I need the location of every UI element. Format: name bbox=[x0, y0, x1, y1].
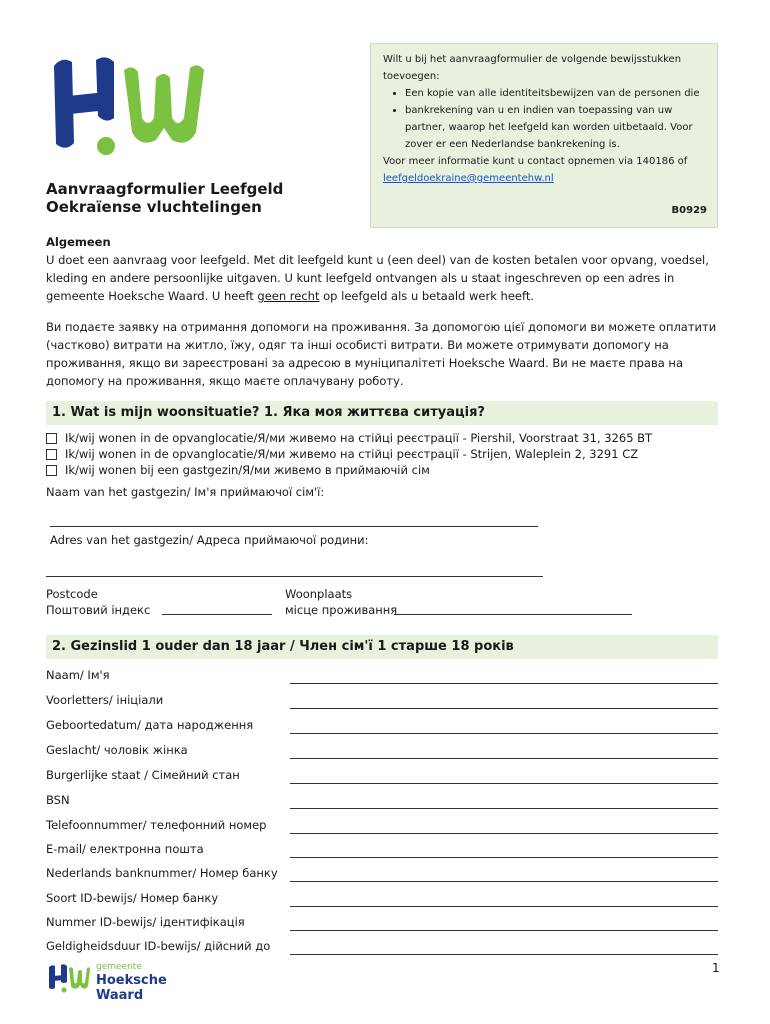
info-item: • bankrekening van u en indien van toepassing van uw partner, waarop het leefgeld kan worden uitbetaald. Voor zover er een Nederlandse bankrekening is. bbox=[405, 102, 705, 153]
living-option-host-family[interactable] bbox=[46, 462, 430, 478]
info-item: • Een kopie van alle identiteitsbewijzen van de personen die bbox=[405, 85, 705, 102]
living-option-piershil[interactable] bbox=[46, 430, 652, 446]
place-label-uk: місце проживання bbox=[285, 603, 398, 617]
hw-logo bbox=[44, 48, 214, 163]
field-line[interactable] bbox=[290, 808, 718, 809]
attachments-info-box bbox=[370, 43, 718, 228]
postcode-label-uk: Поштовий індекс bbox=[46, 603, 151, 617]
page-title bbox=[46, 180, 336, 216]
footer-org-small: gemeente bbox=[96, 962, 142, 972]
general-text-nl-part2: op leefgeld als u betaald werk heeft. bbox=[319, 289, 534, 303]
field-bank-number[interactable] bbox=[46, 860, 718, 884]
field-label: Nummer ID-bewijs/ ідентифікація bbox=[46, 915, 245, 929]
field-gender[interactable] bbox=[46, 737, 718, 761]
host-address-label: Adres van het gastgezin/ Адреса приймаючої родини: bbox=[50, 533, 369, 547]
field-line[interactable] bbox=[290, 758, 718, 759]
field-line[interactable] bbox=[290, 708, 718, 709]
option-label: Ik/wij wonen in de opvanglocatie/Я/ми живемо на стійці реєстрації - Piershil, Voorstraat 31, 3265 BT bbox=[65, 431, 653, 445]
field-label: Naam/ Ім'я bbox=[46, 668, 110, 682]
field-line[interactable] bbox=[290, 906, 718, 907]
option-label: Ik/wij wonen bij een gastgezin/Я/ми живемо в приймаючій сім bbox=[65, 463, 430, 477]
field-label: E-mail/ електронна пошта bbox=[46, 842, 204, 856]
general-section bbox=[46, 233, 726, 305]
host-name-line[interactable] bbox=[50, 526, 538, 527]
field-label: Geboortedatum/ дата народження bbox=[46, 718, 254, 732]
field-label: BSN bbox=[46, 793, 70, 807]
place-label: Woonplaats bbox=[285, 587, 353, 601]
postcode-label: Postcode bbox=[46, 587, 98, 601]
checkbox[interactable] bbox=[46, 465, 57, 476]
field-label: Voorletters/ ініціали bbox=[46, 693, 164, 707]
info-list bbox=[383, 85, 705, 153]
form-code: B0929 bbox=[671, 205, 707, 216]
field-line[interactable] bbox=[290, 930, 718, 931]
field-initials[interactable] bbox=[46, 687, 718, 711]
section-2-header: 2. Gezinslid 1 ouder dan 18 jaar / Член сім'ї 1 старше 18 років bbox=[46, 635, 718, 659]
postcode-line[interactable] bbox=[162, 614, 272, 615]
option-label: Ik/wij wonen in de opvanglocatie/Я/ми живемо на стійці реєстрації - Strijen, Waleplein 2, 3291 CZ bbox=[65, 447, 639, 461]
field-line[interactable] bbox=[290, 857, 718, 858]
general-text-nl-underlined: geen recht bbox=[257, 289, 320, 303]
field-label: Geslacht/ чоловік жінка bbox=[46, 743, 188, 757]
host-address-line[interactable] bbox=[46, 576, 543, 577]
field-label: Burgerlijke staat / Сімейний стан bbox=[46, 768, 240, 782]
field-marital-status[interactable] bbox=[46, 762, 718, 786]
field-label: Geldigheidsduur ID-bewijs/ дійсний до bbox=[46, 939, 271, 953]
field-line[interactable] bbox=[290, 683, 718, 684]
field-id-type[interactable] bbox=[46, 885, 718, 909]
info-intro: Wilt u bij het aanvraagformulier de volgende bewijsstukken toevoegen: bbox=[383, 54, 682, 82]
section-1-header: 1. Wat is mijn woonsituatie? 1. Яка моя життєва ситуація? bbox=[46, 401, 718, 425]
field-birthdate[interactable] bbox=[46, 712, 718, 736]
title-line-1: Aanvraagformulier Leefgeld bbox=[46, 180, 284, 198]
info-contact: Voor meer informatie kunt u contact opnemen via 140186 of bbox=[383, 156, 688, 167]
footer-logo-mark-icon bbox=[46, 962, 90, 994]
field-line[interactable] bbox=[290, 954, 718, 955]
checkbox[interactable] bbox=[46, 433, 57, 444]
field-label: Telefoonnummer/ телефонний номер bbox=[46, 818, 267, 832]
field-phone[interactable] bbox=[46, 812, 718, 836]
field-email[interactable] bbox=[46, 836, 718, 860]
contact-email-link[interactable]: leefgeldoekraine@gemeentehw.nl bbox=[383, 173, 554, 184]
field-id-validity[interactable] bbox=[46, 933, 718, 957]
field-label: Soort ID-bewijs/ Номер банку bbox=[46, 891, 219, 905]
title-line-2: Oekraïense vluchtelingen bbox=[46, 198, 262, 216]
field-line[interactable] bbox=[290, 733, 718, 734]
footer-org-name: Hoeksche Waard bbox=[96, 973, 167, 1003]
field-line[interactable] bbox=[290, 881, 718, 882]
field-label: Nederlands banknummer/ Номер банку bbox=[46, 866, 278, 880]
footer-logo bbox=[46, 962, 216, 1003]
general-text-nl-part1: U doet een aanvraag voor leefgeld. Met dit leefgeld kunt u (een deel) van de kosten betalen voor opvang, voedsel, kleding en andere persoonlijke uitgaven. U kunt leefgeld ontvangen als u staat ingeschreven op een adres in gemeente Hoeksche Waard. U heeft bbox=[46, 253, 709, 303]
host-name-label: Naam van het gastgezin/ Ім'я приймаючої сім'ї: bbox=[46, 485, 325, 499]
field-id-number[interactable] bbox=[46, 909, 718, 933]
field-line[interactable] bbox=[290, 783, 718, 784]
checkbox[interactable] bbox=[46, 449, 57, 460]
page-number: 1 bbox=[712, 961, 720, 975]
living-option-strijen[interactable] bbox=[46, 446, 638, 462]
general-heading: Algemeen bbox=[46, 235, 111, 249]
field-bsn[interactable] bbox=[46, 787, 718, 811]
general-text-uk: Ви подаєте заявку на отримання допомоги на проживання. За допомогою цієї допомоги ви можете оплатити (частково) витрати на житло, їжу, одяг та інші особисті витрати. Ви можете отримувати допомогу на проживання, якщо ви зареєстровані за адресою в муніципалітеті Hoeksche Waard. Ви не маєте права на допомогу на проживання, якщо маєте оплачувану роботу. bbox=[46, 320, 717, 388]
field-line[interactable] bbox=[290, 833, 718, 834]
field-name[interactable] bbox=[46, 662, 718, 686]
place-line[interactable] bbox=[394, 614, 632, 615]
